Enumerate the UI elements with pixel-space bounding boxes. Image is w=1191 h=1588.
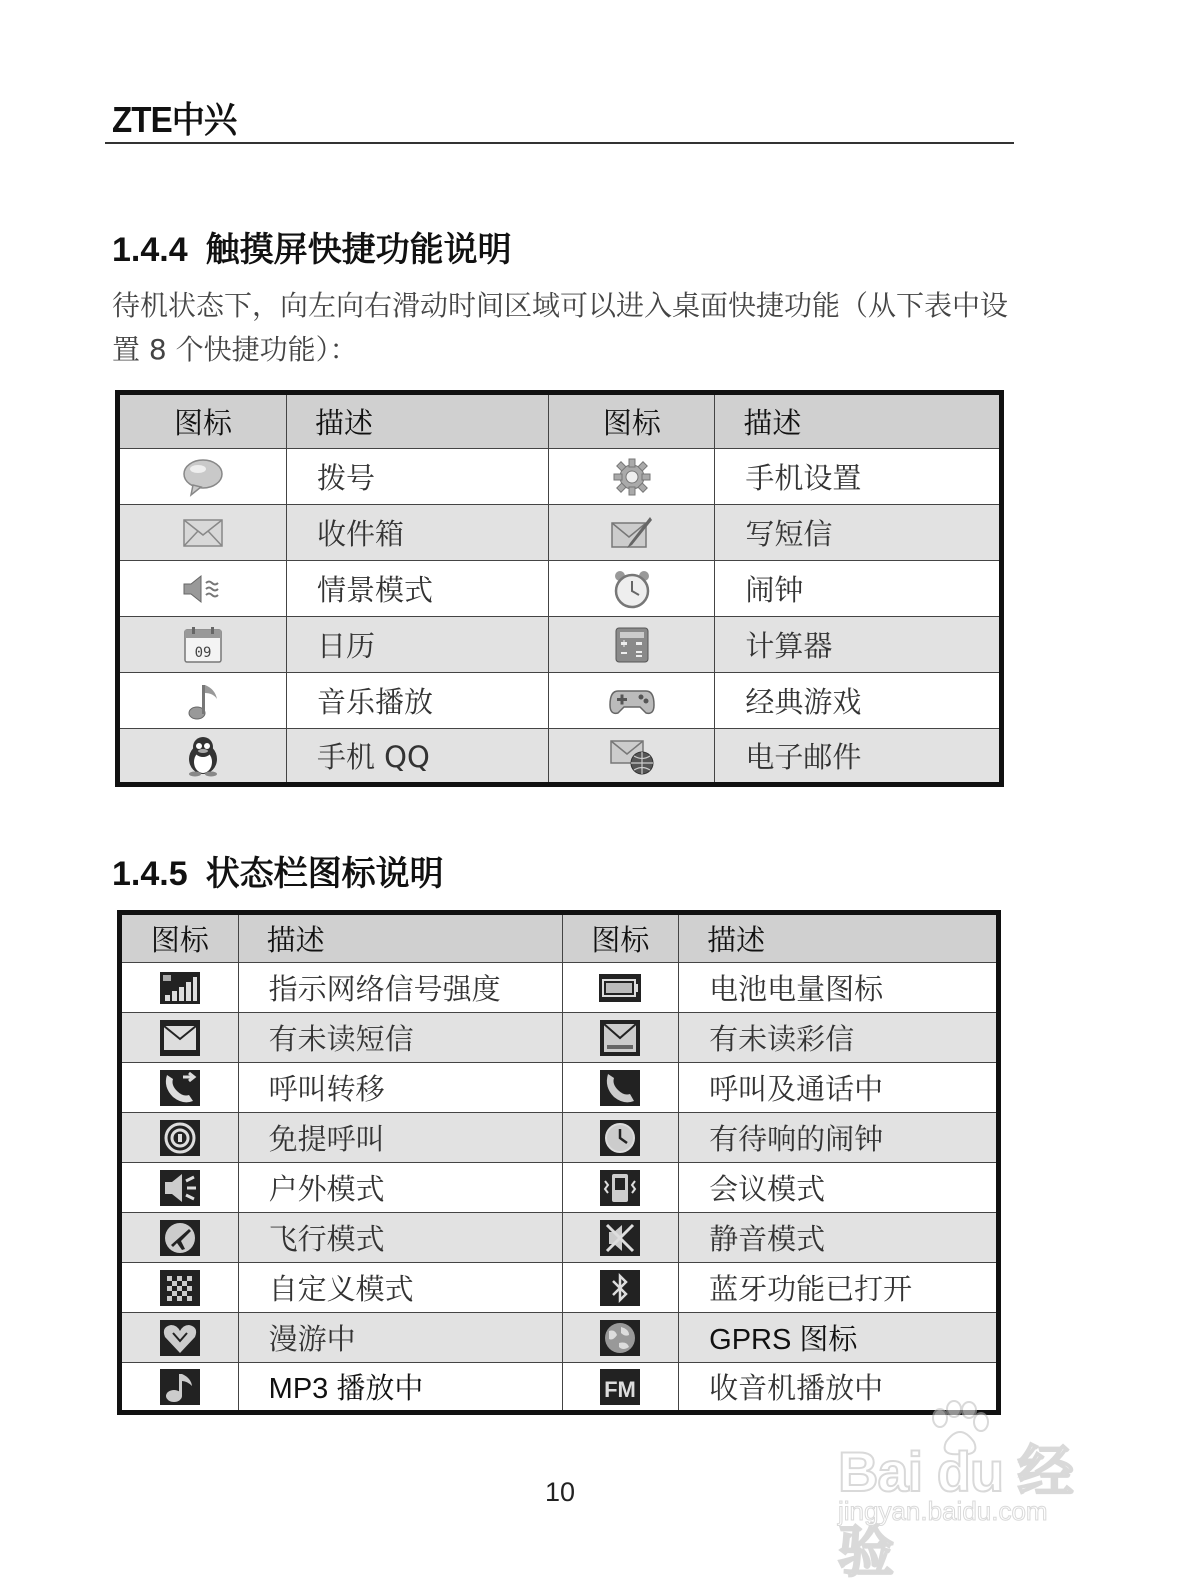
table-row — [120, 1063, 999, 1113]
header-icon-col: 图标 — [118, 393, 287, 449]
outdoor-mode-icon — [159, 1169, 201, 1207]
status-label: 收音机播放中 — [679, 1363, 999, 1413]
table-row — [120, 1113, 999, 1163]
airplane-mode-icon — [159, 1219, 201, 1257]
svg-text:09: 09 — [194, 644, 212, 661]
table-row — [118, 561, 1002, 617]
fm-radio-icon — [599, 1368, 641, 1406]
status-label: 呼叫转移 — [238, 1063, 562, 1113]
shortcuts-table — [115, 390, 1004, 787]
silent-mode-icon — [599, 1219, 641, 1257]
section-heading-text: 状态栏图标说明 — [205, 854, 444, 894]
table-row — [120, 1013, 999, 1063]
table-row — [118, 449, 1002, 505]
watermark-url: jingyan.baidu.com — [838, 1496, 1048, 1526]
table-row — [118, 729, 1002, 785]
battery-icon — [598, 973, 642, 1003]
header-desc-col: 描述 — [679, 913, 999, 963]
status-label: 会议模式 — [679, 1163, 999, 1213]
gear-icon — [611, 456, 653, 498]
shortcut-label: 闹钟 — [715, 561, 1002, 617]
status-label: 静音模式 — [679, 1213, 999, 1263]
envelope-icon — [182, 517, 224, 549]
header-icon-col: 图标 — [120, 913, 239, 963]
zte-logo: ZTE中兴 — [112, 99, 237, 140]
mp3-playing-icon — [159, 1368, 201, 1406]
penguin-icon — [183, 735, 223, 777]
status-label: 有未读彩信 — [679, 1013, 999, 1063]
envelope-pen-icon — [610, 515, 654, 551]
speaker-wave-icon — [181, 573, 225, 605]
status-label: MP3 播放中 — [238, 1363, 562, 1413]
section-title-1-4-5 — [112, 846, 444, 895]
shortcut-label: 手机 QQ — [286, 729, 548, 785]
section-title-1-4-4 — [112, 222, 512, 271]
intro-paragraph: 待机状态下，向左向右滑动时间区域可以进入桌面快捷功能（从下表中设置 8 个快捷功能）： — [112, 289, 1009, 366]
section-number: 1.4.4 — [112, 231, 188, 269]
shortcut-label: 情景模式 — [286, 561, 548, 617]
unread-mms-icon — [599, 1019, 641, 1057]
status-label: 指示网络信号强度 — [238, 963, 562, 1013]
table-row — [120, 1313, 999, 1363]
pending-alarm-icon — [599, 1119, 641, 1157]
shortcut-label: 手机设置 — [715, 449, 1002, 505]
table-header-row — [118, 393, 1002, 449]
header-desc-col: 描述 — [286, 393, 548, 449]
calculator-icon — [614, 626, 650, 664]
custom-mode-icon — [159, 1269, 201, 1307]
header-desc-col: 描述 — [715, 393, 1002, 449]
header-icon-col: 图标 — [562, 913, 679, 963]
svg-text:FM: FM — [604, 1376, 637, 1402]
page-number: 10 — [544, 1477, 576, 1507]
watermark-brand: Bai du 经验 — [838, 1440, 1073, 1583]
music-note-icon — [186, 681, 220, 721]
table-header-row — [120, 913, 999, 963]
table-row — [120, 1263, 999, 1313]
shortcut-label: 写短信 — [715, 505, 1002, 561]
header-rule — [105, 142, 1014, 144]
in-call-icon — [599, 1069, 641, 1107]
table-row — [120, 1213, 999, 1263]
status-label: 漫游中 — [238, 1313, 562, 1363]
gprs-globe-icon — [599, 1319, 641, 1357]
shortcut-label: 收件箱 — [286, 505, 548, 561]
baidu-watermark — [838, 1400, 1108, 1583]
alarm-clock-icon — [611, 568, 653, 610]
call-forward-icon — [159, 1069, 201, 1107]
header-desc-col: 描述 — [238, 913, 562, 963]
email-globe-icon — [609, 737, 655, 775]
status-label: 飞行模式 — [238, 1213, 562, 1263]
bluetooth-icon — [599, 1269, 641, 1307]
table-row — [120, 963, 999, 1013]
header-icon-col: 图标 — [549, 393, 715, 449]
status-icons-table — [117, 910, 1001, 1415]
table-row — [118, 505, 1002, 561]
shortcut-label: 日历 — [286, 617, 548, 673]
handsfree-icon — [159, 1119, 201, 1157]
meeting-mode-icon — [599, 1169, 641, 1207]
status-label: 有待响的闹钟 — [679, 1113, 999, 1163]
shortcut-label: 计算器 — [715, 617, 1002, 673]
unread-sms-icon — [159, 1019, 201, 1057]
gamepad-icon — [608, 685, 656, 717]
status-label: 蓝牙功能已打开 — [679, 1263, 999, 1313]
shortcut-label: 电子邮件 — [715, 729, 1002, 785]
section-number: 1.4.5 — [112, 855, 188, 893]
shortcut-label: 音乐播放 — [286, 673, 548, 729]
table-row — [120, 1163, 999, 1213]
calendar-icon — [183, 626, 223, 664]
roaming-icon — [159, 1319, 201, 1357]
speech-bubble-icon — [181, 457, 225, 497]
table-row — [118, 617, 1002, 673]
status-label: 呼叫及通话中 — [679, 1063, 999, 1113]
status-label: 免提呼叫 — [238, 1113, 562, 1163]
status-label: 有未读短信 — [238, 1013, 562, 1063]
status-label: 电池电量图标 — [679, 963, 999, 1013]
section-heading-text: 触摸屏快捷功能说明 — [205, 230, 512, 270]
shortcut-label: 拨号 — [286, 449, 548, 505]
status-label: GPRS 图标 — [679, 1313, 999, 1363]
status-label: 户外模式 — [238, 1163, 562, 1213]
signal-strength-icon — [159, 971, 201, 1005]
status-label: 自定义模式 — [238, 1263, 562, 1313]
table-row — [118, 673, 1002, 729]
shortcut-label: 经典游戏 — [715, 673, 1002, 729]
